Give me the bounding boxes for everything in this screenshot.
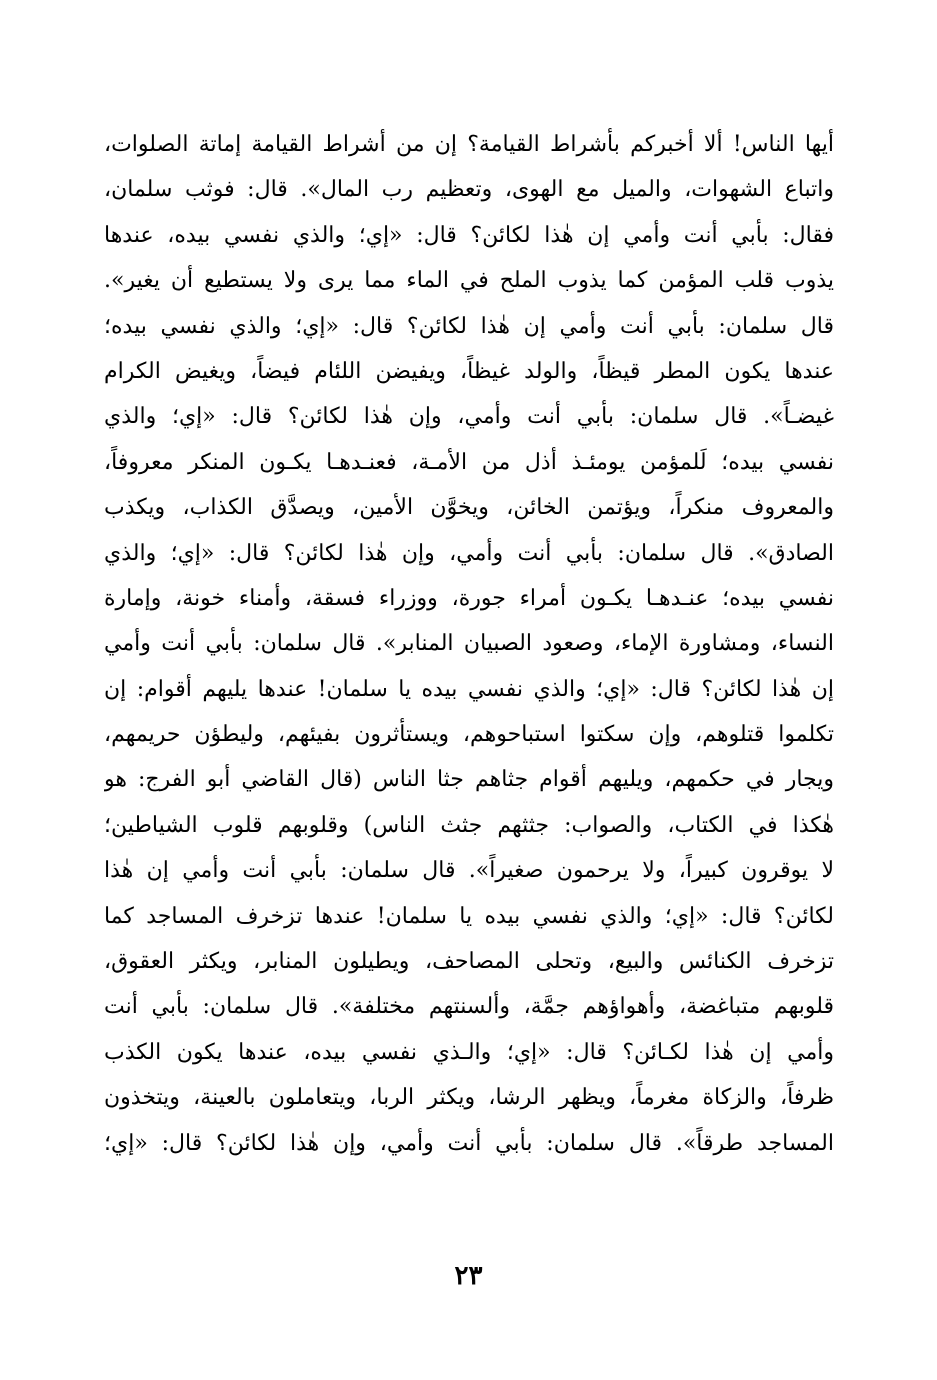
text-line: تكلموا قتلوهم، وإن سكتوا استباحوهم، ويستأثرون بفيئهم، وليطؤن حريمهم، — [104, 722, 834, 748]
text-line: المساجد طرقاً». قال سلمان: بأبي أنت وأمي، وإن هٰذا لكائن؟ قال: «إي؛ — [104, 1130, 834, 1156]
text-line: يذوب قلب المؤمن كما يذوب الملح في الماء مما يرى ولا يستطيع أن يغير». — [104, 268, 834, 294]
text-line: واتباع الشهوات، والميل مع الهوى، وتعظيم رب المال». قال: فوثب سلمان، — [104, 177, 834, 203]
text-line: ظرفاً، والزكاة مغرماً، ويظهر الرشا، ويكثر الربا، ويتعاملون بالعينة، ويتخذون — [104, 1085, 834, 1111]
body-text — [104, 122, 834, 1166]
text-line: نفسي بيده؛ عنـدهـا يكـون أمراء جورة، ووزراء فسقة، وأمناء خونة، وإمارة — [104, 585, 834, 611]
text-line: تزخرف الكنائس والبيع، وتحلى المصاحف، ويطيلون المنابر، ويكثر العقوق، — [104, 949, 834, 975]
text-line: النساء، ومشاورة الإماء، وصعود الصبيان المنابر». قال سلمان: بأبي أنت وأمي — [104, 631, 834, 657]
text-line: قلوبهم متباغضة، وأهواؤهم جمَّة، وألسنتهم مختلفة». قال سلمان: بأبي أنت — [104, 994, 834, 1020]
text-line: هٰكذا في الكتاب، والصواب: جثثهم جثث الناس) وقلوبهم قلوب الشياطين؛ — [104, 812, 834, 838]
text-line: لكائن؟ قال: «إي؛ والذي نفسي بيده يا سلمان! عندها تزخرف المساجد كما — [104, 903, 834, 929]
text-line: فقال: بأبي أنت وأمي إن هٰذا لكائن؟ قال: «إي؛ والذي نفسي بيده، عندها — [104, 222, 834, 248]
text-line: وأمي إن هٰذا لكـائن؟ قال: «إي؛ والـذي نفسي بيده، عندها يكون الكذب — [104, 1039, 834, 1065]
text-line: الصادق». قال سلمان: بأبي أنت وأمي، وإن هٰذا لكائن؟ قال: «إي؛ والذي — [104, 540, 834, 566]
text-line: والمعروف منكراً، ويؤتمن الخائن، ويخوَّن الأمين، ويصدَّق الكذاب، ويكذب — [104, 495, 834, 521]
text-line: قال سلمان: بأبي أنت وأمي إن هٰذا لكائن؟ قال: «إي؛ والذي نفسي بيده؛ — [104, 313, 834, 339]
text-line: عندها يكون المطر قيظاً، والولد غيظاً، ويفيضن اللئام فيضاً، ويغيض الكرام — [104, 358, 834, 384]
page-number: ٢٣ — [454, 1261, 483, 1291]
text-line: غيضـاً». قال سلمان: بأبي أنت وأمي، وإن هٰذا لكائن؟ قال: «إي؛ والذي — [104, 404, 834, 430]
text-line: إن هٰذا لكائن؟ قال: «إي؛ والذي نفسي بيده يا سلمان! عندها يليهم أقوام: إن — [104, 676, 834, 702]
text-line: ويجار في حكمهم، ويليهم أقوام جثاهم جثا الناس (قال القاضي أبو الفرج: هو — [104, 767, 834, 793]
text-line: نفسي بيده؛ لَلمؤمن يومئـذ أذل من الأمـة، فعنـدهـا يكـون المنكر معروفاً، — [104, 449, 834, 475]
text-line: أيها الناس! ألا أخبركم بأشراط القيامة؟ إن من أشراط القيامة إماتة الصلوات، — [104, 132, 834, 157]
text-line: لا يوقرون كبيراً، ولا يرحمون صغيراً». قال سلمان: بأبي أنت وأمي إن هٰذا — [104, 858, 834, 884]
